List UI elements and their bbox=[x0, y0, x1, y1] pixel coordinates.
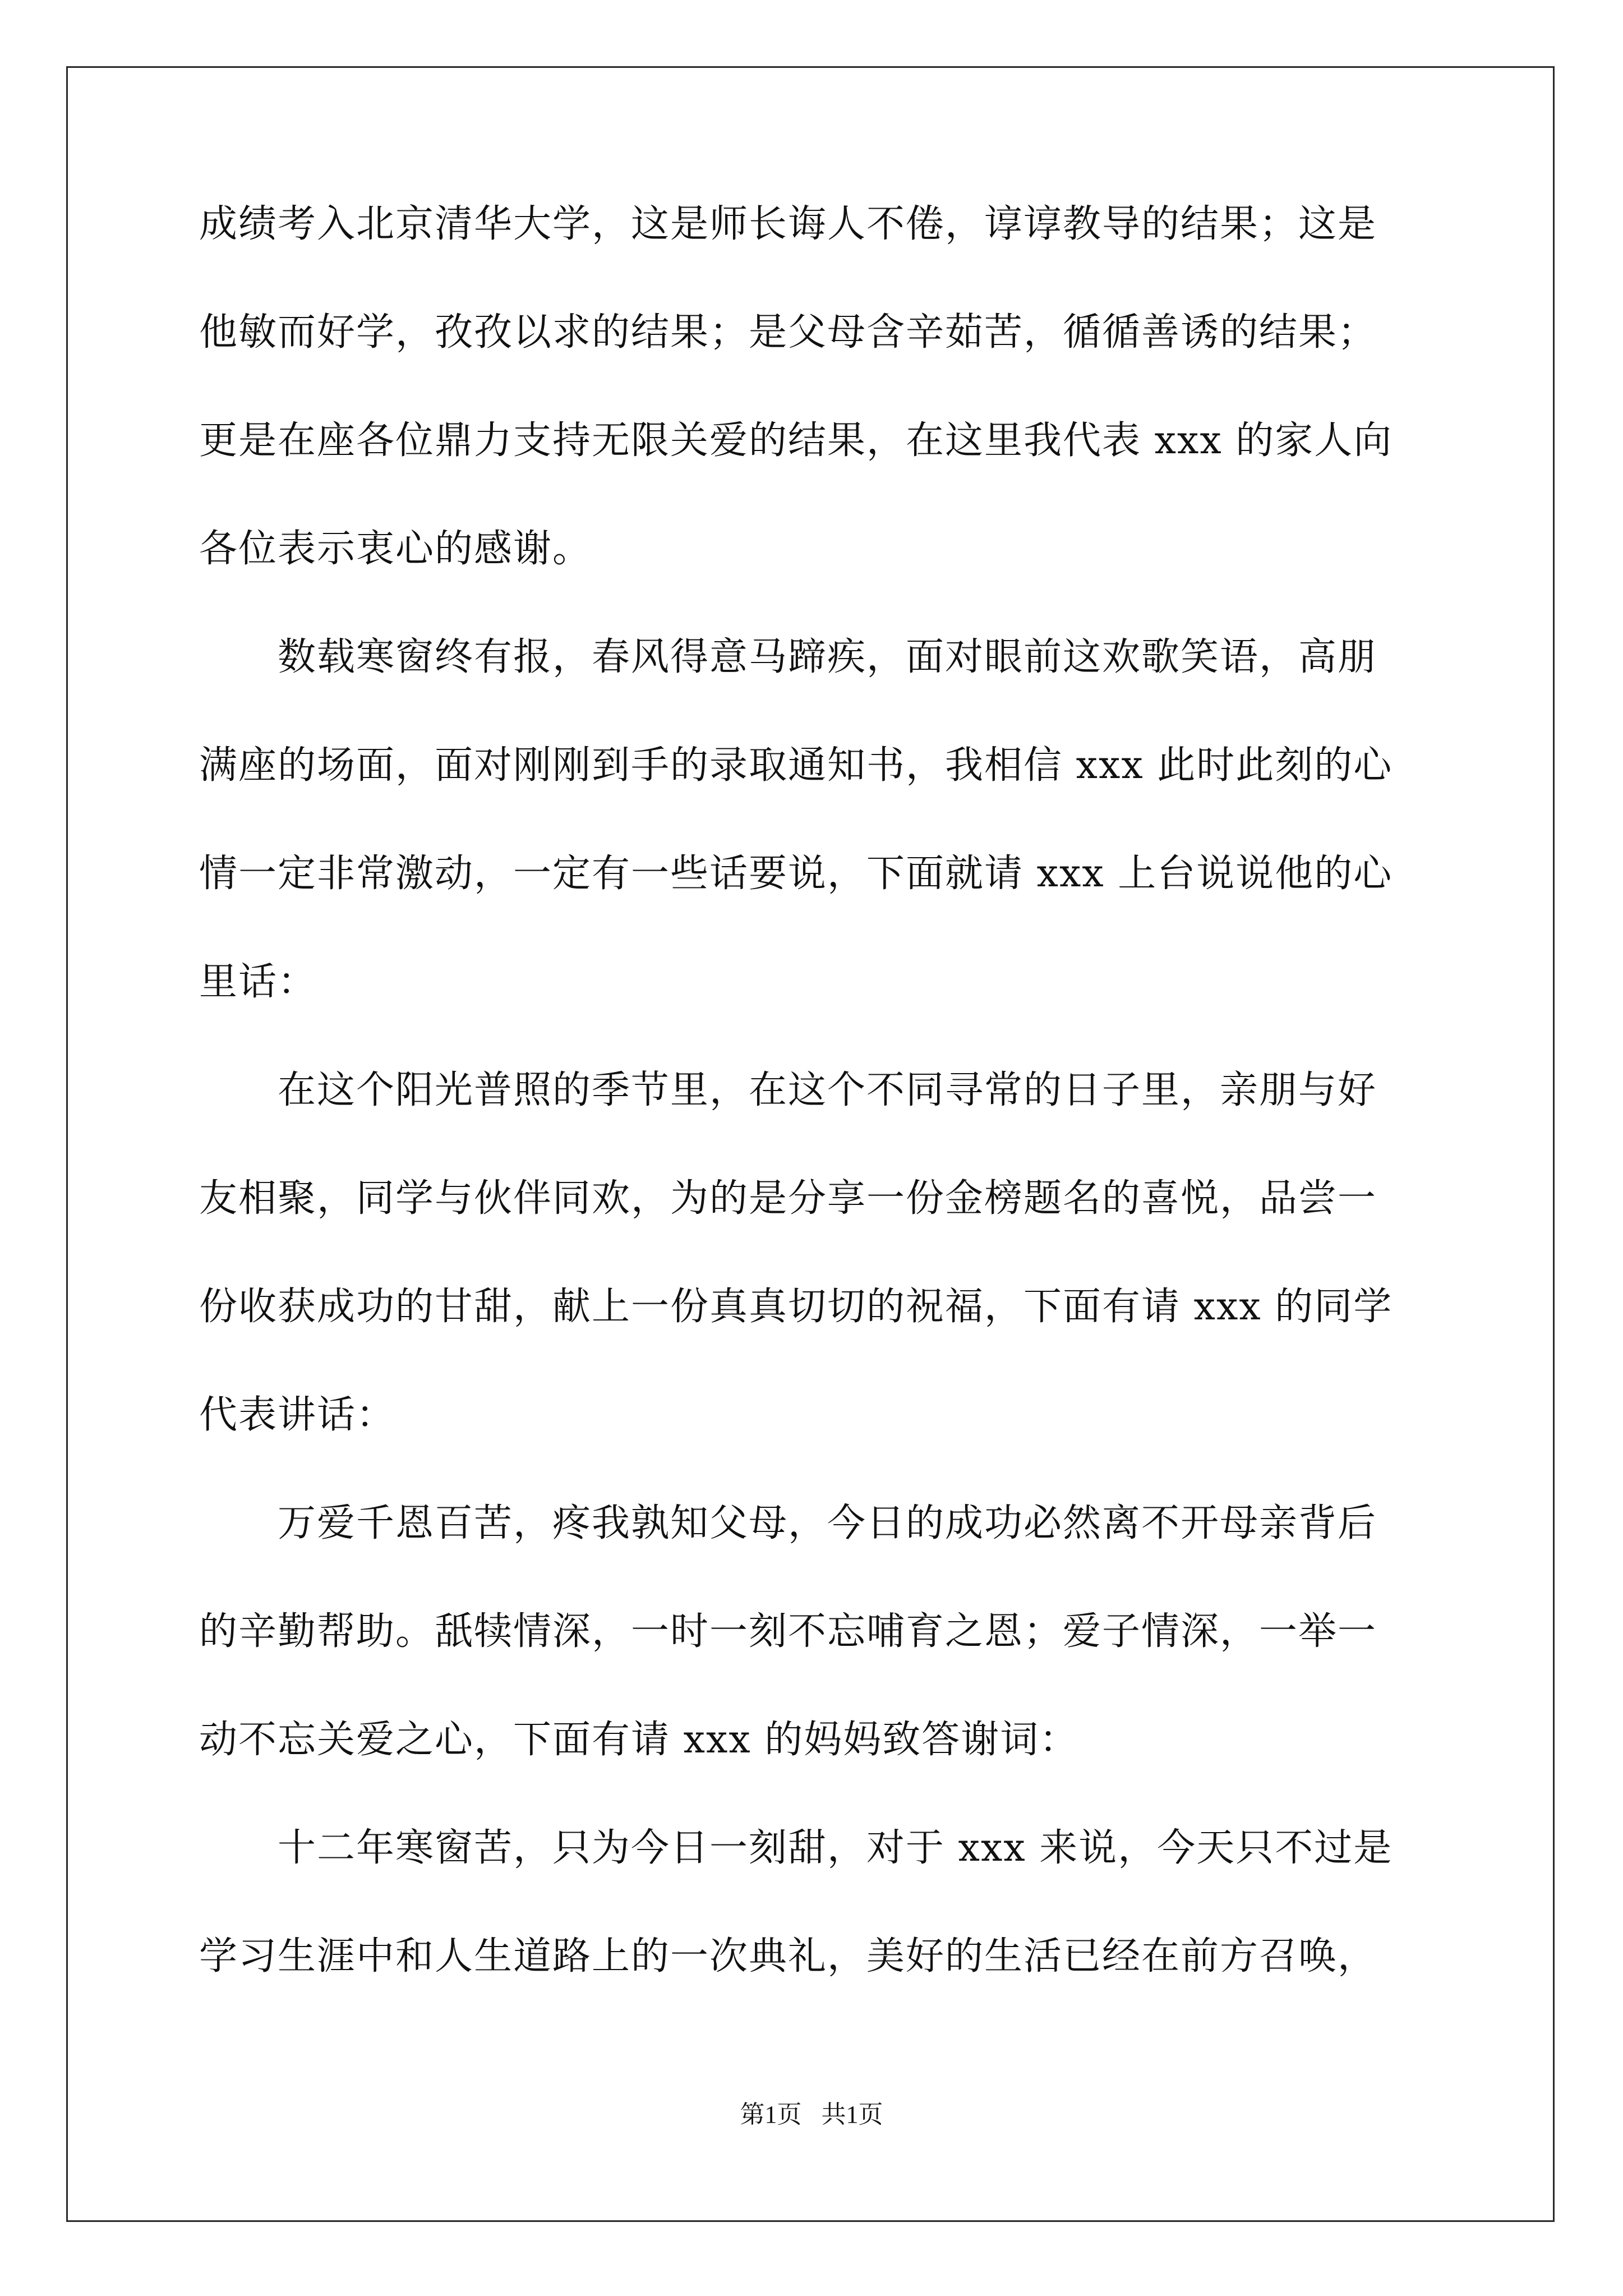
text-line: 他敏而好学，孜孜以求的结果；是父母含辛茹苦，循循善诱的结果； bbox=[199, 310, 1377, 355]
page-border bbox=[66, 66, 1555, 2222]
text-line: 情一定非常激动，一定有一些话要说，下面就请 xxx 上台说说他的心 bbox=[199, 852, 1393, 896]
text-line: 份收获成功的甘甜，献上一份真真切切的祝福，下面有请 xxx 的同学 bbox=[199, 1285, 1393, 1329]
text-line: 各位表示衷心的感谢。 bbox=[199, 527, 592, 571]
page-total: 共1页 bbox=[821, 2101, 883, 2128]
text-line: 更是在座各位鼎力支持无限关爱的结果，在这里我代表 xxx 的家人向 bbox=[199, 418, 1393, 463]
page-number: 第1页 bbox=[740, 2101, 802, 2128]
text-line: 数载寒窗终有报，春风得意马蹄疾，面对眼前这欢歌笑语，高朋 bbox=[199, 635, 1377, 679]
text-line: 万爱千恩百苦，疼我孰知父母，今日的成功必然离不开母亲背后 bbox=[199, 1501, 1377, 1545]
text-line: 友相聚，同学与伙伴同欢，为的是分享一份金榜题名的喜悦，品尝一 bbox=[199, 1176, 1377, 1221]
text-line: 成绩考入北京清华大学，这是师长诲人不倦，谆谆教导的结果；这是 bbox=[199, 202, 1377, 246]
text-line: 动不忘关爱之心，下面有请 xxx 的妈妈致答谢词： bbox=[199, 1718, 1079, 1762]
text-line: 的辛勤帮助。舐犊情深，一时一刻不忘哺育之恩；爱子情深，一举一 bbox=[199, 1609, 1377, 1654]
text-line: 在这个阳光普照的季节里，在这个不同寻常的日子里，亲朋与好 bbox=[199, 1068, 1377, 1112]
text-line: 里话： bbox=[199, 960, 317, 1004]
text-line: 满座的场面，面对刚刚到手的录取通知书，我相信 xxx 此时此刻的心 bbox=[199, 743, 1393, 788]
text-line: 代表讲话： bbox=[199, 1393, 396, 1437]
page-footer bbox=[0, 2098, 1623, 2132]
text-line: 学习生涯中和人生道路上的一次典礼，美好的生活已经在前方召唤， bbox=[199, 1934, 1377, 1978]
text-line: 十二年寒窗苦，只为今日一刻甜，对于 xxx 来说，今天只不过是 bbox=[199, 1826, 1393, 1870]
